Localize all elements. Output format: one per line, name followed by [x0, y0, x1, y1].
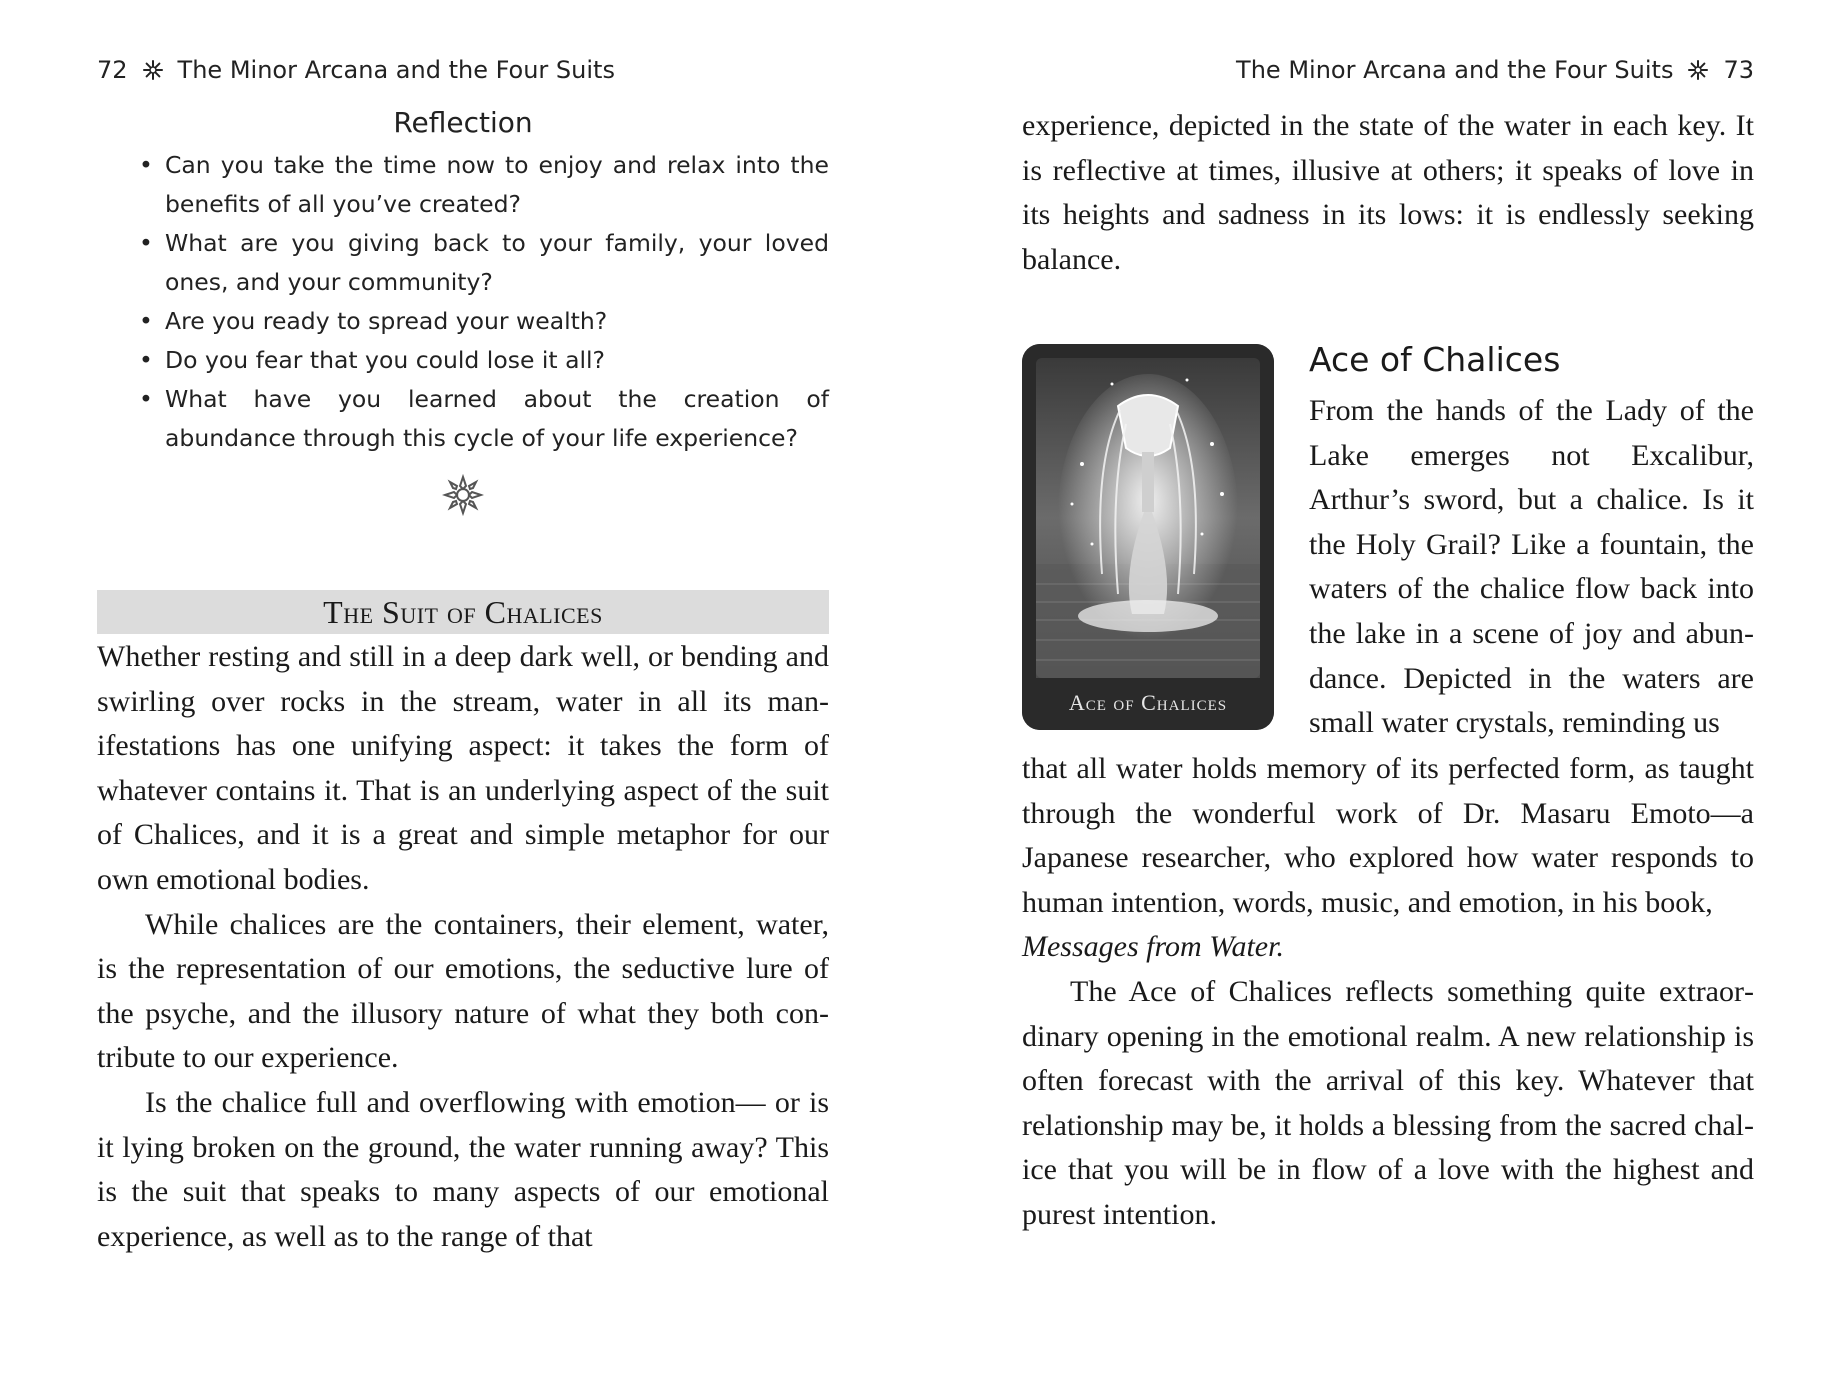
ace-continued-text: [1022, 747, 1754, 1238]
paragraph: Is the chalice full and overflowing with emotion— or is it lying broken on the ground, the water running away? This is the suit that speaks to many aspects of our emotional experience, as well as to the range of that: [97, 1085, 829, 1253]
list-item: • Do you fear that you could lose it all?: [139, 341, 829, 380]
reflection-title: Reflection: [393, 106, 533, 139]
paragraph: experience, depicted in the state of the water in each key. It is reflective at times, illusive at others; it speaks of love in its heights and sadness in its lows: it is endlessly seeking balance.: [1022, 109, 1754, 276]
list-item: • What have you learned about the creation of abundance through this cycle of your life experience?: [139, 380, 829, 458]
suit-body-text: [97, 635, 829, 1259]
left-running-head-title: The Minor Arcana and the Four Suits: [177, 56, 615, 84]
flower-ornament-icon: [442, 474, 484, 516]
asterisk-ornament-icon: [1687, 59, 1709, 81]
ace-of-chalices-card-image: [1022, 344, 1274, 730]
list-item: • What are you giving back to your family, your loved ones, and your community?: [139, 224, 829, 302]
paragraph: While chalices are the containers, their element, water, is the representation of our emotions, the seductive lure of the psyche, and the illusory nature of what they both contribute to our experience.: [97, 907, 829, 1075]
card-label: Ace of Chalices: [1068, 690, 1228, 715]
right-page-number: 73: [1723, 56, 1754, 84]
paragraph: [1022, 747, 1754, 970]
reflection-list: [139, 146, 829, 458]
book-title: Messages from Water.: [1022, 930, 1284, 964]
paragraph: From the hands of the Lady of the Lake emerges not Excalibur, Arthur’s sword, but a chalice. Is it the Holy Grail? Like a fountain, the waters of the chalice flow back into the lake in a scene of joy and abundance. Depicted in the waters are small water crystals, reminding us: [1309, 394, 1754, 740]
left-running-head: [97, 52, 615, 88]
continued-text: [1022, 104, 1754, 282]
section-heading: The Suit of Chalices: [97, 590, 829, 634]
list-item: • Are you ready to spread your wealth?: [139, 302, 829, 341]
paragraph: The Ace of Chalices reflects something quite extraordinary opening in the emotional realm. A new relationship is often forecast with the arrival of this key. Whatever that relationship may be, it holds a blessing from the sacred chalice that you will be in flow of a love with the highest and purest intention.: [1022, 974, 1754, 1231]
left-page-number: 72: [97, 56, 128, 84]
paragraph: Whether resting and still in a deep dark well, or bending and swirling over rocks in the stream, water in all its manifestations has one unifying aspect: it takes the form of whatever contains it. That is an underlying aspect of the suit of Chalices, and it is a great and simple metaphor for our own emotional bodies.: [97, 640, 829, 896]
ace-wrapped-text: [1309, 389, 1754, 746]
list-item: • Can you take the time now to enjoy and relax into the benefits of all you’ve created?: [139, 146, 829, 224]
ace-of-chalices-card: [1022, 344, 1274, 730]
paragraph-text: that all water holds memory of its perfected form, as taught through the wonderful work of Dr. Masaru Emoto—a Japanese researcher, who explored how water responds to human intention, words, music, and emotion, in his book,: [1022, 752, 1754, 919]
asterisk-ornament-icon: [142, 59, 164, 81]
right-running-head-title: The Minor Arcana and the Four Suits: [1236, 56, 1674, 84]
ace-section-title: Ace of Chalices: [1309, 340, 1561, 379]
right-running-head: [1236, 52, 1754, 88]
